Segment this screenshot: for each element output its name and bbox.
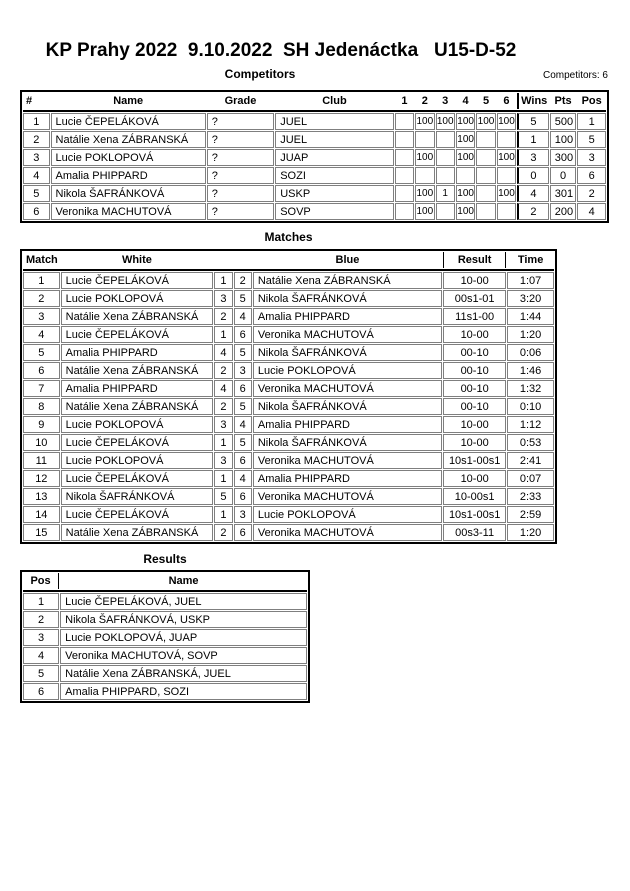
cell-round-2 — [415, 167, 434, 184]
cell-pos: 4 — [23, 647, 59, 664]
cell-name: Lucie ČEPELÁKOVÁ, JUEL — [60, 593, 307, 610]
cell-blue-num: 5 — [234, 344, 252, 361]
cell-grade: ? — [207, 203, 274, 220]
cell-grade: ? — [207, 113, 274, 130]
cell-blue-num: 3 — [234, 362, 252, 379]
match-row — [23, 290, 554, 307]
cell-round-4: 100 — [456, 149, 475, 166]
competitor-row — [23, 185, 606, 202]
cell-round-1 — [395, 131, 414, 148]
cell-pts: 200 — [550, 203, 577, 220]
match-row — [23, 434, 554, 451]
cell-pos: 1 — [23, 593, 59, 610]
cell-blue-num: 3 — [234, 506, 252, 523]
cell-white-name: Lucie ČEPELÁKOVÁ — [61, 326, 214, 343]
cell-number: 3 — [23, 149, 50, 166]
cell-pos: 3 — [577, 149, 606, 166]
cell-time: 1:20 — [507, 326, 554, 343]
col-header-blue: Blue — [335, 254, 360, 266]
col-header-white-num — [214, 252, 232, 268]
cell-result: 10-00 — [443, 326, 506, 343]
cell-white-name: Lucie POKLOPOVÁ — [61, 452, 214, 469]
cell-round-5 — [476, 131, 495, 148]
cell-name: Lucie ČEPELÁKOVÁ — [51, 113, 206, 130]
section-title-matches: Matches — [264, 230, 313, 244]
cell-pts: 500 — [550, 113, 577, 130]
cell-round-1 — [395, 149, 414, 166]
cell-blue-name: Veronika MACHUTOVÁ — [253, 380, 442, 397]
cell-name: Veronika MACHUTOVÁ, SOVP — [60, 647, 307, 664]
cell-blue-num: 6 — [234, 380, 252, 397]
competitor-row — [23, 131, 606, 148]
cell-white-name: Lucie POKLOPOVÁ — [61, 290, 214, 307]
cell-round-6 — [497, 131, 516, 148]
cell-match-number: 10 — [23, 434, 60, 451]
cell-round-5 — [476, 149, 495, 166]
cell-pos: 5 — [577, 131, 606, 148]
cell-result: 10-00 — [443, 470, 506, 487]
cell-round-2: 100 — [415, 185, 434, 202]
cell-pos: 6 — [577, 167, 606, 184]
cell-result: 10s1-00s1 — [443, 506, 506, 523]
cell-wins: 5 — [517, 113, 549, 130]
match-row — [23, 488, 554, 505]
cell-match-number: 6 — [23, 362, 60, 379]
cell-blue-name: Lucie POKLOPOVÁ — [253, 506, 442, 523]
cell-result: 10s1-00s1 — [443, 452, 506, 469]
col-header-round-1: 1 — [401, 95, 408, 107]
cell-blue-name: Amalia PHIPPARD — [253, 308, 442, 325]
col-header-pos: Pos — [581, 95, 602, 107]
cell-pos: 4 — [577, 203, 606, 220]
cell-time: 1:12 — [507, 416, 554, 433]
cell-white-num: 2 — [214, 524, 232, 541]
col-header-name: Name — [168, 575, 199, 587]
cell-round-4: 100 — [456, 203, 475, 220]
cell-blue-num: 5 — [234, 290, 252, 307]
cell-grade: ? — [207, 149, 274, 166]
cell-round-4: 100 — [456, 131, 475, 148]
cell-blue-num: 5 — [234, 434, 252, 451]
cell-white-name: Lucie ČEPELÁKOVÁ — [61, 272, 214, 289]
cell-grade: ? — [207, 131, 274, 148]
col-header-result: Result — [443, 252, 506, 268]
cell-blue-num: 2 — [234, 272, 252, 289]
cell-time: 1:20 — [507, 524, 554, 541]
cell-name: Amalia PHIPPARD — [51, 167, 206, 184]
cell-pos: 1 — [577, 113, 606, 130]
cell-round-3 — [436, 167, 455, 184]
cell-result: 00-10 — [443, 380, 506, 397]
col-header-number: # — [26, 95, 33, 107]
cell-round-3: 1 — [436, 185, 455, 202]
cell-white-name: Nikola ŠAFRÁNKOVÁ — [61, 488, 214, 505]
cell-time: 1:46 — [507, 362, 554, 379]
cell-white-name: Lucie ČEPELÁKOVÁ — [61, 506, 214, 523]
cell-time: 1:07 — [507, 272, 554, 289]
col-header-round-4: 4 — [462, 95, 469, 107]
cell-blue-name: Veronika MACHUTOVÁ — [253, 452, 442, 469]
cell-time: 0:06 — [507, 344, 554, 361]
section-title-results: Results — [143, 552, 187, 566]
cell-blue-num: 6 — [234, 488, 252, 505]
cell-club: SOZI — [275, 167, 393, 184]
col-header-round-3: 3 — [442, 95, 449, 107]
cell-white-num: 1 — [214, 326, 232, 343]
cell-pos: 2 — [23, 611, 59, 628]
cell-round-3 — [436, 131, 455, 148]
cell-round-2: 100 — [415, 113, 434, 130]
cell-match-number: 8 — [23, 398, 60, 415]
match-row — [23, 326, 554, 343]
cell-match-number: 4 — [23, 326, 60, 343]
cell-round-1 — [395, 185, 414, 202]
cell-white-name: Lucie ČEPELÁKOVÁ — [61, 434, 214, 451]
col-header-round-2: 2 — [421, 95, 428, 107]
match-row — [23, 308, 554, 325]
cell-round-5 — [476, 185, 495, 202]
cell-name: Lucie POKLOPOVÁ — [51, 149, 206, 166]
cell-blue-name: Nikola ŠAFRÁNKOVÁ — [253, 434, 442, 451]
cell-time: 2:59 — [507, 506, 554, 523]
cell-white-name: Natálie Xena ZÁBRANSKÁ — [61, 362, 214, 379]
cell-round-6 — [497, 167, 516, 184]
result-row — [23, 611, 307, 628]
cell-match-number: 1 — [23, 272, 60, 289]
cell-blue-num: 5 — [234, 398, 252, 415]
cell-white-name: Lucie POKLOPOVÁ — [61, 416, 214, 433]
cell-time: 2:41 — [507, 452, 554, 469]
cell-wins: 3 — [517, 149, 549, 166]
col-header-grade: Grade — [224, 95, 257, 107]
cell-white-name: Natálie Xena ZÁBRANSKÁ — [61, 524, 214, 541]
cell-result: 00-10 — [443, 398, 506, 415]
cell-wins: 2 — [517, 203, 549, 220]
cell-club: JUEL — [275, 113, 393, 130]
col-header-wins: Wins — [517, 93, 549, 109]
cell-time: 2:33 — [507, 488, 554, 505]
match-row — [23, 344, 554, 361]
cell-match-number: 7 — [23, 380, 60, 397]
match-row — [23, 452, 554, 469]
cell-match-number: 9 — [23, 416, 60, 433]
cell-round-3: 100 — [436, 113, 455, 130]
cell-blue-num: 4 — [234, 308, 252, 325]
match-row — [23, 506, 554, 523]
cell-time: 0:07 — [507, 470, 554, 487]
result-row — [23, 647, 307, 664]
cell-match-number: 13 — [23, 488, 60, 505]
competitors-table — [20, 90, 609, 223]
section-title-competitors: Competitors — [224, 67, 296, 81]
col-header-pos: Pos — [23, 573, 59, 589]
cell-grade: ? — [207, 185, 274, 202]
cell-pts: 300 — [550, 149, 577, 166]
cell-round-1 — [395, 203, 414, 220]
header-divider — [23, 269, 554, 271]
matches-header-row — [23, 252, 554, 268]
cell-round-5: 100 — [476, 113, 495, 130]
cell-time: 0:10 — [507, 398, 554, 415]
cell-blue-name: Nikola ŠAFRÁNKOVÁ — [253, 398, 442, 415]
cell-blue-name: Nikola ŠAFRÁNKOVÁ — [253, 344, 442, 361]
competitor-row — [23, 149, 606, 166]
col-header-time: Time — [517, 254, 544, 266]
col-header-round-5: 5 — [482, 95, 490, 107]
col-header-name: Name — [113, 95, 144, 107]
cell-club: JUEL — [275, 131, 393, 148]
match-row — [23, 416, 554, 433]
cell-match-number: 12 — [23, 470, 60, 487]
cell-number: 1 — [23, 113, 50, 130]
cell-name: Lucie POKLOPOVÁ, JUAP — [60, 629, 307, 646]
cell-time: 3:20 — [507, 290, 554, 307]
cell-white-name: Lucie ČEPELÁKOVÁ — [61, 470, 214, 487]
cell-number: 5 — [23, 185, 50, 202]
col-header-pts: Pts — [554, 95, 572, 107]
cell-pts: 100 — [550, 131, 577, 148]
cell-round-4 — [456, 167, 475, 184]
cell-number: 2 — [23, 131, 50, 148]
cell-blue-name: Amalia PHIPPARD — [253, 470, 442, 487]
cell-white-name: Natálie Xena ZÁBRANSKÁ — [61, 308, 214, 325]
match-row — [23, 398, 554, 415]
cell-round-2 — [415, 131, 434, 148]
cell-round-4: 100 — [456, 113, 475, 130]
cell-white-num: 3 — [214, 452, 232, 469]
page-title: KP Prahy 2022 9.10.2022 SH Jedenáctka U15-D-52 — [45, 40, 517, 61]
cell-name: Amalia PHIPPARD, SOZI — [60, 683, 307, 700]
cell-blue-name: Lucie POKLOPOVÁ — [253, 362, 442, 379]
cell-name: Nikola ŠAFRÁNKOVÁ — [51, 185, 206, 202]
competitor-row — [23, 113, 606, 130]
cell-round-6: 100 — [497, 149, 516, 166]
cell-result: 00-10 — [443, 362, 506, 379]
cell-club: JUAP — [275, 149, 393, 166]
cell-white-num: 4 — [214, 380, 232, 397]
result-row — [23, 683, 307, 700]
cell-white-num: 3 — [214, 290, 232, 307]
cell-club: USKP — [275, 185, 393, 202]
cell-white-num: 5 — [214, 488, 232, 505]
results-table — [20, 570, 310, 703]
cell-blue-name: Amalia PHIPPARD — [253, 416, 442, 433]
cell-white-num: 2 — [214, 308, 232, 325]
cell-white-name: Amalia PHIPPARD — [61, 380, 214, 397]
cell-match-number: 2 — [23, 290, 60, 307]
cell-wins: 0 — [517, 167, 549, 184]
cell-round-5 — [476, 167, 495, 184]
cell-grade: ? — [207, 167, 274, 184]
cell-blue-num: 6 — [234, 452, 252, 469]
competitors-count: Competitors: 6 — [542, 70, 608, 81]
competitor-row — [23, 167, 606, 184]
cell-white-num: 1 — [214, 470, 232, 487]
competitor-row — [23, 203, 606, 220]
cell-number: 6 — [23, 203, 50, 220]
cell-round-3 — [436, 149, 455, 166]
cell-match-number: 11 — [23, 452, 60, 469]
cell-pos: 5 — [23, 665, 59, 682]
col-header-blue-num — [234, 252, 252, 268]
cell-pos: 2 — [577, 185, 606, 202]
cell-blue-name: Natálie Xena ZÁBRANSKÁ — [253, 272, 442, 289]
cell-result: 00s3-11 — [443, 524, 506, 541]
cell-blue-name: Veronika MACHUTOVÁ — [253, 524, 442, 541]
cell-result: 00-10 — [443, 344, 506, 361]
cell-result: 00s1-01 — [443, 290, 506, 307]
competitors-header-row — [23, 93, 606, 109]
cell-blue-name: Veronika MACHUTOVÁ — [253, 326, 442, 343]
match-row — [23, 524, 554, 541]
cell-pos: 6 — [23, 683, 59, 700]
cell-white-num: 4 — [214, 344, 232, 361]
header-divider — [23, 110, 606, 112]
cell-round-2: 100 — [415, 203, 434, 220]
cell-name: Veronika MACHUTOVÁ — [51, 203, 206, 220]
cell-wins: 1 — [517, 131, 549, 148]
cell-match-number: 14 — [23, 506, 60, 523]
col-header-club: Club — [322, 95, 347, 107]
cell-name: Natálie Xena ZÁBRANSKÁ, JUEL — [60, 665, 307, 682]
cell-result: 10-00 — [443, 416, 506, 433]
cell-pos: 3 — [23, 629, 59, 646]
cell-round-6: 100 — [497, 185, 516, 202]
cell-match-number: 15 — [23, 524, 60, 541]
result-row — [23, 629, 307, 646]
cell-blue-num: 4 — [234, 416, 252, 433]
cell-name: Natálie Xena ZÁBRANSKÁ — [51, 131, 206, 148]
matches-table — [20, 249, 557, 544]
cell-round-2: 100 — [415, 149, 434, 166]
cell-time: 1:44 — [507, 308, 554, 325]
results-header-row — [23, 573, 307, 589]
cell-blue-name: Nikola ŠAFRÁNKOVÁ — [253, 290, 442, 307]
cell-result: 11s1-00 — [443, 308, 506, 325]
cell-white-num: 2 — [214, 398, 232, 415]
match-row — [23, 470, 554, 487]
cell-round-1 — [395, 167, 414, 184]
match-row — [23, 362, 554, 379]
cell-blue-num: 4 — [234, 470, 252, 487]
result-row — [23, 665, 307, 682]
cell-match-number: 3 — [23, 308, 60, 325]
cell-pts: 301 — [550, 185, 577, 202]
cell-white-num: 2 — [214, 362, 232, 379]
cell-blue-num: 6 — [234, 326, 252, 343]
cell-white-num: 1 — [214, 434, 232, 451]
result-row — [23, 593, 307, 610]
match-row — [23, 380, 554, 397]
match-row — [23, 272, 554, 289]
cell-time: 1:32 — [507, 380, 554, 397]
cell-white-name: Natálie Xena ZÁBRANSKÁ — [61, 398, 214, 415]
cell-result: 10-00 — [443, 434, 506, 451]
col-header-white: White — [121, 254, 152, 266]
cell-number: 4 — [23, 167, 50, 184]
cell-time: 0:53 — [507, 434, 554, 451]
cell-white-num: 1 — [214, 506, 232, 523]
cell-round-3 — [436, 203, 455, 220]
cell-white-num: 3 — [214, 416, 232, 433]
cell-wins: 4 — [517, 185, 549, 202]
cell-pts: 0 — [550, 167, 577, 184]
cell-blue-num: 6 — [234, 524, 252, 541]
cell-result: 10-00s1 — [443, 488, 506, 505]
cell-match-number: 5 — [23, 344, 60, 361]
cell-round-1 — [395, 113, 414, 130]
cell-round-6: 100 — [497, 113, 516, 130]
cell-blue-name: Veronika MACHUTOVÁ — [253, 488, 442, 505]
cell-round-5 — [476, 203, 495, 220]
cell-round-6 — [497, 203, 516, 220]
col-header-round-6: 6 — [503, 95, 510, 107]
header-divider — [23, 590, 307, 592]
col-header-match: Match — [26, 254, 58, 266]
cell-name: Nikola ŠAFRÁNKOVÁ, USKP — [60, 611, 307, 628]
cell-white-name: Amalia PHIPPARD — [61, 344, 214, 361]
cell-club: SOVP — [275, 203, 393, 220]
cell-round-4: 100 — [456, 185, 475, 202]
cell-white-num: 1 — [214, 272, 232, 289]
cell-result: 10-00 — [443, 272, 506, 289]
